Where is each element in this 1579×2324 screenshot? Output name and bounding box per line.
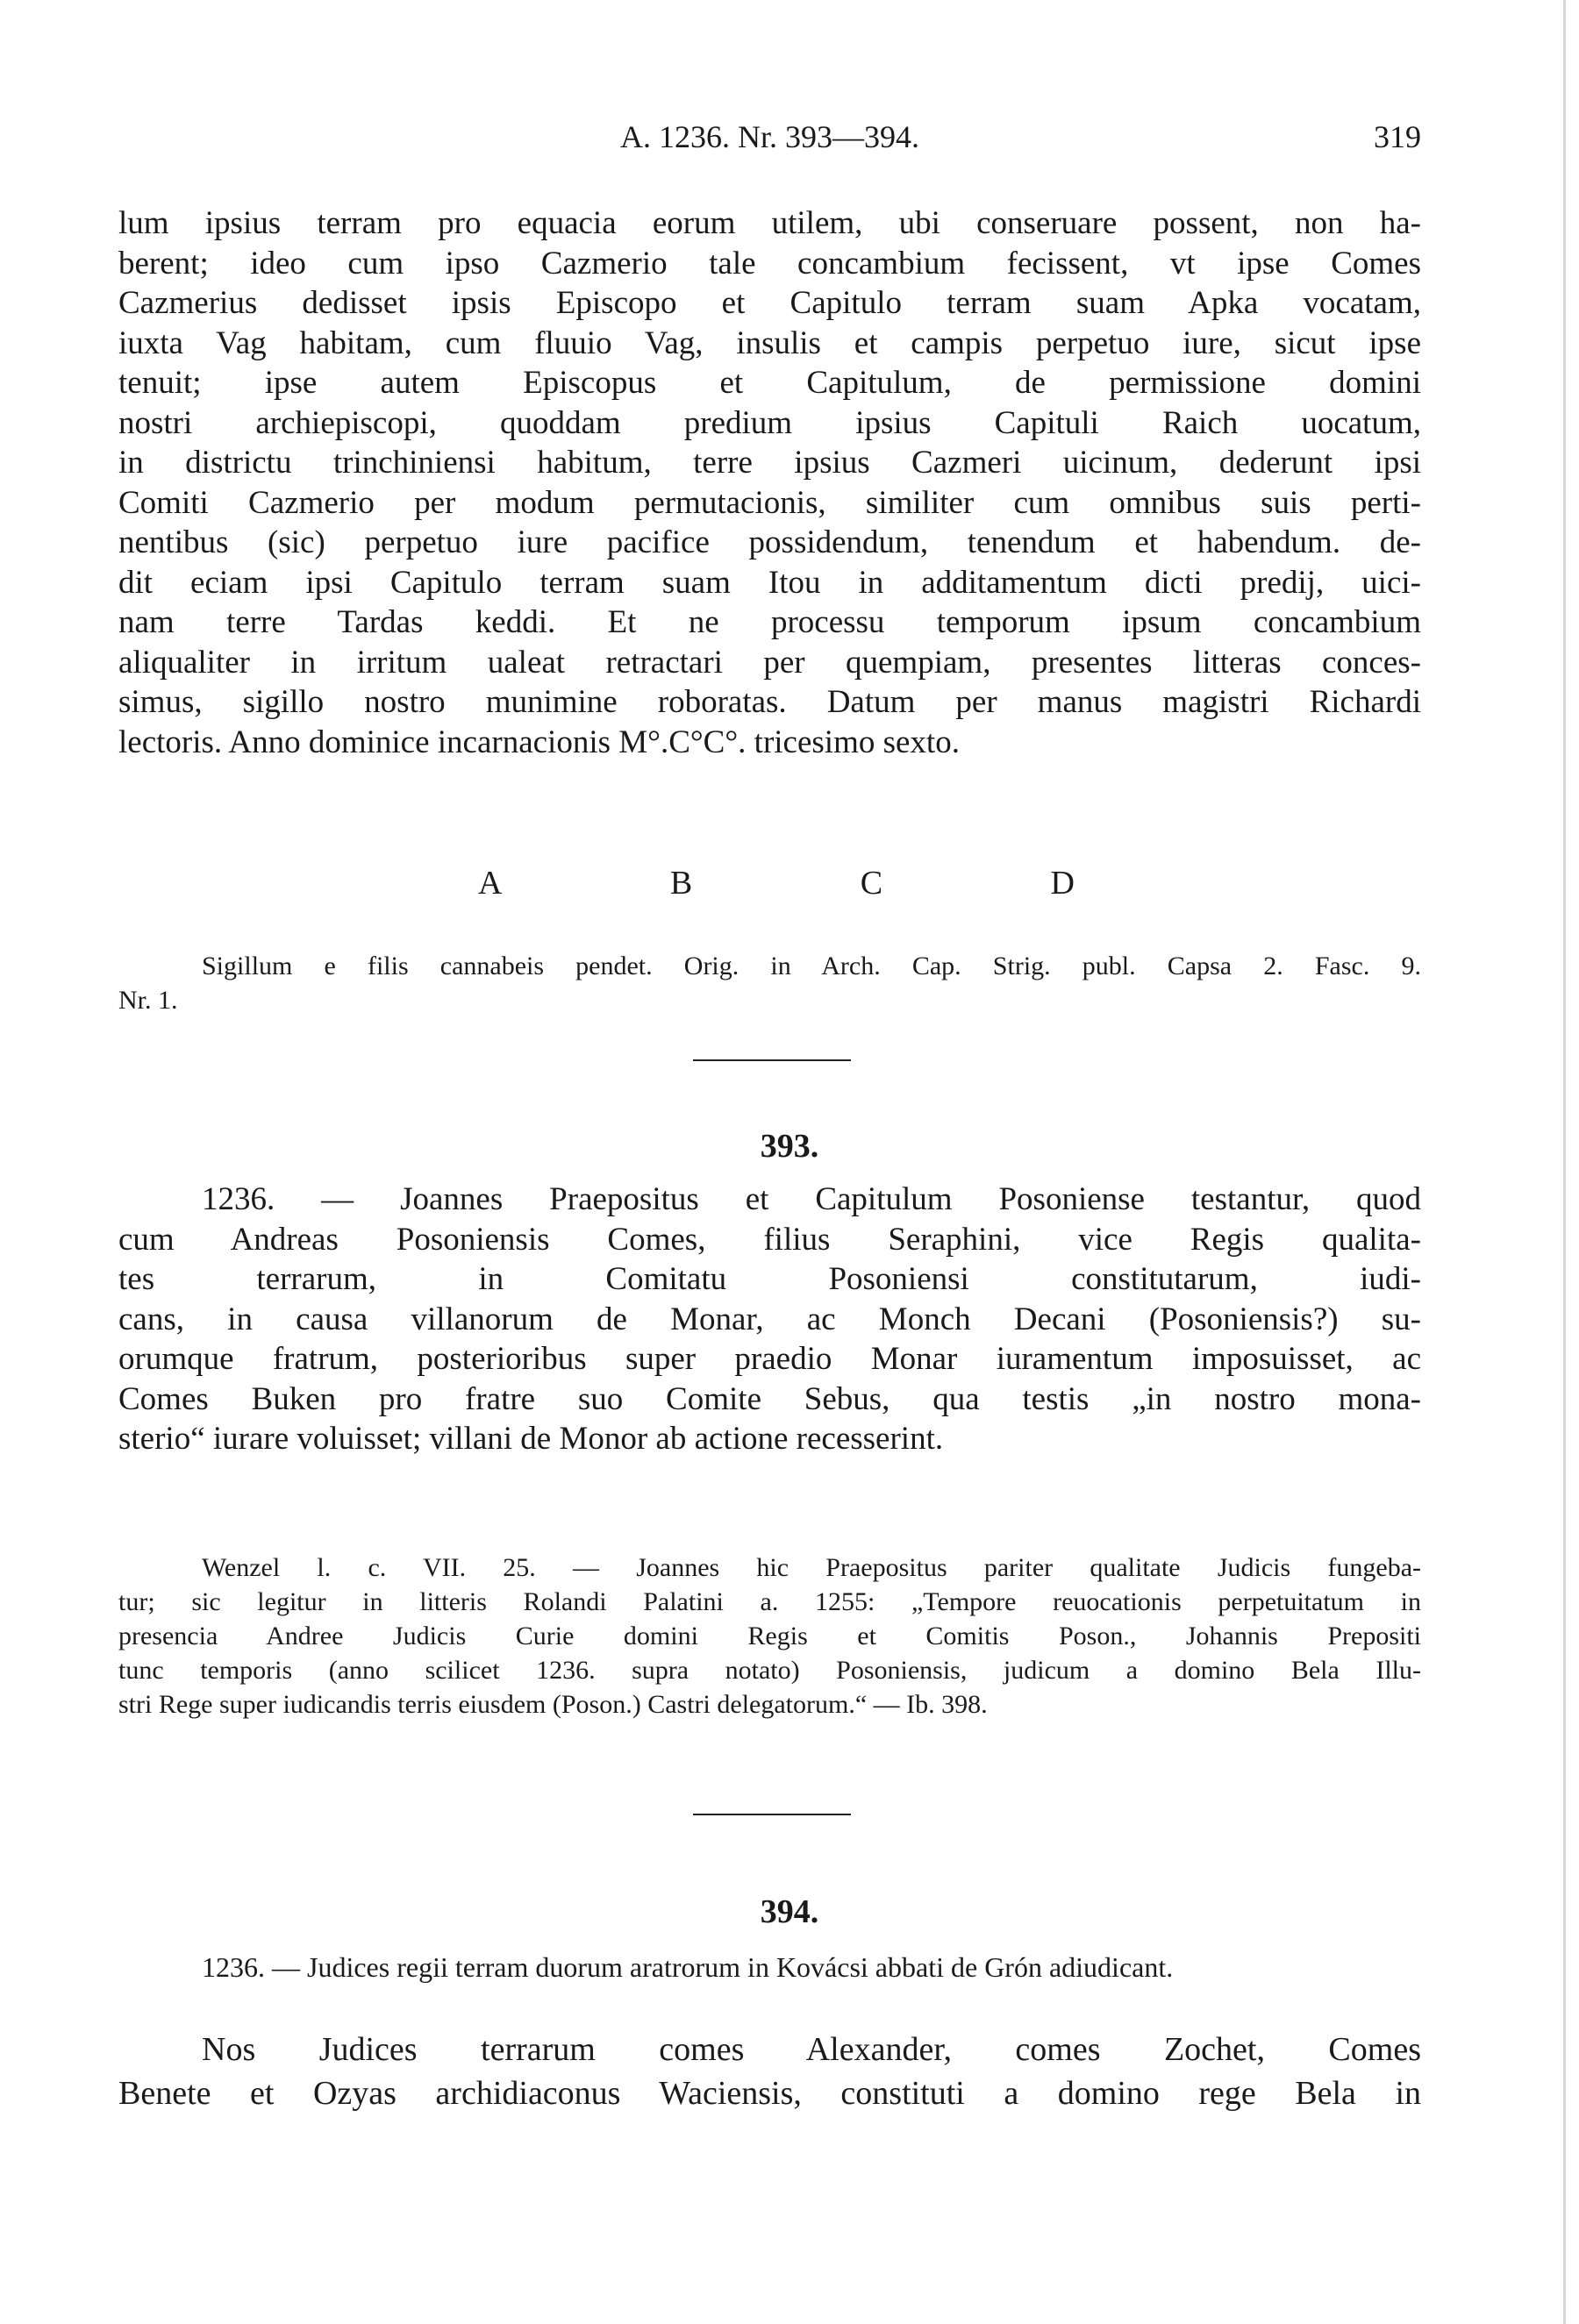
document-number-394: 394. — [760, 1893, 819, 1930]
text-line: dit eciam ipsi Capitulo terram suam Itou in additamentum dicti predij, uici- — [118, 564, 1421, 601]
text-line: nentibus (sic) perpetuo iure pacifice possidendum, tenendum et habendum. de- — [118, 524, 1421, 560]
note-line: tur; sic legitur in litteris Rolandi Palatini a. 1255: „Tempore reuocationis perpetuitatum in — [118, 1587, 1421, 1616]
note-line: Sigillum e filis cannabeis pendet. Orig. in Arch. Cap. Strig. publ. Capsa 2. Fasc. 9. — [202, 952, 1421, 980]
text-line: berent; ideo cum ipso Cazmerio tale concambium fecissent, vt ipse Comes — [118, 245, 1421, 282]
source-note-393 — [118, 1551, 1421, 1722]
running-header — [118, 118, 1421, 171]
text-line: simus, sigillo nostro munimine roboratas. Datum per manus magistri Richardi — [118, 684, 1421, 720]
note-line: tunc temporis (anno scilicet 1236. supra notato) Posoniensis, judicum a domino Bela Illu- — [118, 1656, 1421, 1685]
chirograph-letter: A — [478, 865, 503, 902]
source-note-392 — [118, 949, 1421, 1017]
note-line: Nr. 1. — [118, 986, 178, 1015]
chirograph-letters — [478, 864, 1075, 902]
text-line: 1236. — Joannes Praepositus et Capitulum Posoniense testantur, quod — [202, 1181, 1421, 1217]
charter-text-394 — [118, 2028, 1421, 2115]
document-number-393: 393. — [760, 1128, 819, 1165]
continued-charter-text — [118, 203, 1421, 762]
text-line: Nos Judices terrarum comes Alexander, comes Zochet, Comes — [202, 2031, 1421, 2068]
text-line: cans, in causa villanorum de Monar, ac Monch Decani (Posoniensis?) su- — [118, 1301, 1421, 1337]
text-line: in districtu trinchiniensi habitum, terre ipsius Cazmeri uicinum, dederunt ipsi — [118, 445, 1421, 481]
regest-393 — [118, 1180, 1421, 1459]
text-line: aliqualiter in irritum ualeat retractari per quempiam, presentes litteras conces- — [118, 644, 1421, 681]
text-line: orumque fratrum, posterioribus super praedio Monar iuramentum imposuisset, ac — [118, 1341, 1421, 1377]
running-title: A. 1236. Nr. 393—394. — [620, 119, 919, 154]
text-line: lum ipsius terram pro equacia eorum utilem, ubi conseruare possent, non ha- — [118, 205, 1421, 241]
text-line: cum Andreas Posoniensis Comes, filius Seraphini, vice Regis qualita- — [118, 1221, 1421, 1258]
section-divider — [693, 1059, 851, 1061]
regest-394 — [118, 1950, 1421, 1985]
chirograph-letter: B — [669, 865, 693, 902]
note-line: presencia Andree Judicis Curie domini Regis et Comitis Poson., Johannis Prepositi — [118, 1622, 1421, 1650]
note-line: stri Rege super iudicandis terris eiusdem (Poson.) Castri delegatorum.“ — Ib. 398. — [118, 1690, 988, 1719]
text-line: Benete et Ozyas archidiaconus Waciensis, constituti a domino rege Bela in — [118, 2075, 1421, 2112]
text-line: lectoris. Anno dominice incarnacionis M°.C°C°. tricesimo sexto. — [118, 724, 960, 760]
note-line: 1236. — Judices regii terram duorum aratrorum in Kovácsi abbati de Grón adiudicant. — [202, 1951, 1174, 1983]
page-number: 319 — [1374, 119, 1421, 154]
text-line: tes terrarum, in Comitatu Posoniensi constitutarum, iudi- — [118, 1261, 1421, 1297]
chirograph-letter: C — [860, 865, 883, 902]
note-line: Wenzel l. c. VII. 25. — Joannes hic Praepositus pariter qualitate Judicis fungeba- — [202, 1553, 1421, 1582]
text-line: Comiti Cazmerio per modum permutacionis, similiter cum omnibus suis perti- — [118, 484, 1421, 521]
text-line: nostri archiepiscopi, quoddam predium ipsius Capituli Raich uocatum, — [118, 404, 1421, 441]
text-line: tenuit; ipse autem Episcopus et Capitulum, de permissione domini — [118, 365, 1421, 401]
chirograph-letter: D — [1050, 865, 1075, 902]
text-line: Cazmerius dedisset ipsis Episcopo et Capitulo terram suam Apka vocatam, — [118, 285, 1421, 321]
text-line: Comes Buken pro fratre suo Comite Sebus, qua testis „in nostro mona- — [118, 1380, 1421, 1417]
section-divider — [693, 1814, 851, 1815]
text-line: sterio“ iurare voluisset; villani de Monor ab actione recesserint. — [118, 1421, 944, 1457]
text-line: nam terre Tardas keddi. Et ne processu temporum ipsum concambium — [118, 604, 1421, 640]
text-line: iuxta Vag habitam, cum fluuio Vag, insulis et campis perpetuo iure, sicut ipse — [118, 324, 1421, 361]
